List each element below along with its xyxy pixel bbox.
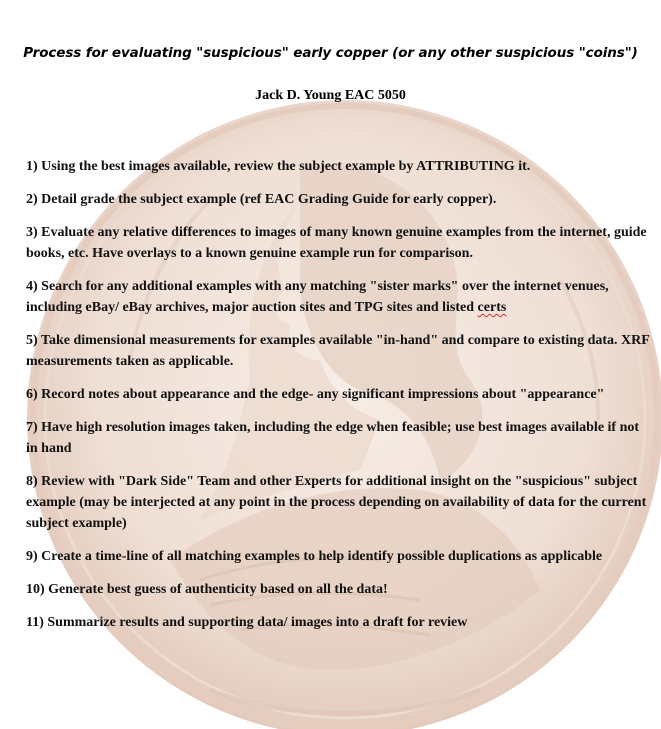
process-step: 2) Detail grade the subject example (ref EAC Grading Guide for early copper). <box>26 192 497 207</box>
process-step: 7) Have high resolution images taken, including the edge when feasible; use best images available if not in hand <box>26 420 640 456</box>
process-step: 10) Generate best guess of authenticity based on all the data! <box>26 582 388 597</box>
process-step: 8) Review with "Dark Side" Team and other Experts for additional insight on the "suspicious" subject example (may be interjected at any point in the process depending on availability of data for the current subject example) <box>26 474 647 531</box>
process-step <box>26 276 651 318</box>
process-step: 6) Record notes about appearance and the edge- any significant impressions about "appearance" <box>26 387 605 402</box>
process-step: 5) Take dimensional measurements for examples available "in-hand" and compare to existing data. XRF measurements taken as applicable. <box>26 333 650 369</box>
process-step: 11) Summarize results and supporting data/ images into a draft for review <box>26 615 468 630</box>
spellcheck-flagged-word: certs <box>477 300 507 315</box>
process-step-text: 4) Search for any additional examples with any matching "sister marks" over the internet venues, including eBay/ eBay archives, major auction sites and TPG sites and listed <box>26 279 609 315</box>
process-step: 3) Evaluate any relative differences to images of many known genuine examples from the internet, guide books, etc. Have overlays to a known genuine example run for comparison. <box>26 225 647 261</box>
process-step: 1) Using the best images available, review the subject example by ATTRIBUTING it. <box>26 159 531 174</box>
process-steps-list <box>26 156 651 645</box>
process-step: 9) Create a time-line of all matching examples to help identify possible duplications as applicable <box>26 549 603 564</box>
document-title: Process for evaluating "suspicious" early copper (or any other suspicious "coins") <box>23 45 638 61</box>
document-author: Jack D. Young EAC 5050 <box>255 88 406 103</box>
